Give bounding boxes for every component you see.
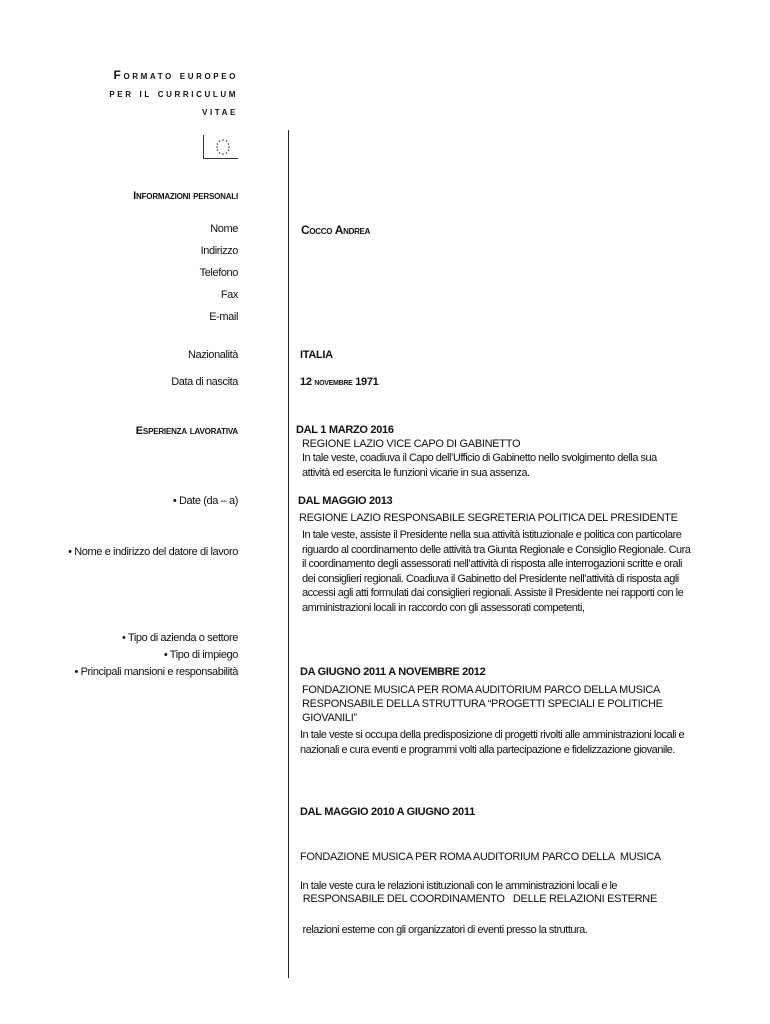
entry-3-org-line: FONDAZIONE MUSICA PER ROMA AUDITORIUM PARCO DELLA MUSICA [302, 684, 661, 696]
entry-2-desc-line: il coordinamento degli assessorati nell’attività di risposta alle interrogazioni scritte e orali [302, 558, 682, 570]
entry-2-desc-line: amministrazioni locali in raccordo con gli assessorati competenti, [302, 601, 585, 614]
entry-2-date: DAL MAGGIO 2013 [298, 495, 393, 507]
section-personal-info: Informazioni personali [133, 190, 238, 202]
entry-1-desc-line: In tale veste, coadiuva il Capo dell’Ufficio di Gabinetto nello svolgimento della sua [302, 452, 657, 464]
label-birthdate: Data di nascita [171, 376, 238, 388]
label-address: Indirizzo [200, 245, 238, 257]
entry-3-org [302, 683, 663, 725]
value-name: Cocco Andrea [301, 223, 371, 237]
label-job-type: • Tipo di impiego [163, 649, 238, 661]
label-duties: • Principali mansioni e responsabilità [74, 666, 238, 678]
cv-title-line-1: Formato europeo [113, 68, 238, 82]
entry-2-desc-line: In tale veste, assiste il Presidente nella sua attività istituzionale e politica con particolare [302, 529, 682, 541]
entry-1-date: DAL 1 MARZO 2016 [296, 424, 394, 436]
entry-4-description [300, 850, 617, 952]
label-phone: Telefono [199, 267, 238, 279]
entry-2-desc-line: riguardo al coordinamento delle attività tra Giunta Regionale e Consiglio Regionale. Cura [302, 543, 691, 556]
entry-2-description [302, 528, 690, 615]
entry-2-desc-line: accessi agli atti formulati dai consiglieri regionali. Assiste il Presidente nei rapporti con le [302, 587, 684, 599]
label-employer: • Nome e indirizzo del datore di lavoro [68, 546, 238, 558]
cv-title [109, 66, 238, 120]
entry-1-description [302, 451, 657, 480]
entry-4-desc-line: relazioni esterne con gli organizzatori di eventi presso la struttura. [300, 923, 588, 936]
entry-4-date: DAL MAGGIO 2010 A GIUGNO 2011 [300, 806, 475, 818]
entry-4-org-line: RESPONSABILE DEL COORDINAMENTO DELLE RELAZIONI ESTERNE [300, 893, 657, 905]
entry-3-description [300, 728, 684, 757]
birthdate-day: 12 [300, 376, 312, 388]
cv-title-line-3: vitae [202, 104, 238, 118]
value-nationality: ITALIA [300, 349, 333, 361]
label-fax: Fax [220, 289, 238, 301]
value-birthdate [300, 376, 379, 388]
entry-4-org-line: FONDAZIONE MUSICA PER ROMA AUDITORIUM PARCO DELLA MUSICA [300, 851, 661, 863]
label-sector: • Tipo di azienda o settore [122, 632, 238, 644]
label-dates: • Date (da – a) [172, 495, 238, 507]
birthdate-month: novembre [314, 377, 353, 388]
label-email: E-mail [209, 311, 238, 323]
label-nationality: Nazionalità [187, 349, 238, 361]
entry-2-desc-line: dei consiglieri regionali. Coadiuva il Gabinetto del Presidente nell’attività di risposta agli [302, 572, 679, 585]
label-name: Nome [210, 223, 238, 235]
entry-3-date: DA GIUGNO 2011 A NOVEMBRE 2012 [300, 666, 486, 678]
column-divider [288, 130, 289, 978]
eu-stars-icon [203, 135, 238, 159]
cv-title-line-2: per il curriculum [109, 86, 238, 100]
entry-1-desc-line: attività ed esercita le funzioni vicarie in sua assenza. [302, 466, 530, 479]
birthdate-year: 1971 [355, 376, 379, 388]
entry-3-desc-line: nazionali e cura eventi e programmi volti alla partecipazione e fidelizzazione giovanile. [300, 743, 675, 756]
entry-4-desc-line: In tale veste cura le relazioni istituzionali con le amministrazioni locali e le [300, 880, 618, 892]
entry-3-org-line: GIOVANILI” [302, 712, 357, 724]
entry-2-org: REGIONE LAZIO RESPONSABILE SEGRETERIA POLITICA DEL PRESIDENTE [299, 512, 678, 524]
entry-1-org: REGIONE LAZIO VICE CAPO DI GABINETTO [302, 438, 521, 450]
entry-3-org-line: RESPONSABILE DELLA STRUTTURA “PROGETTI SPECIALI E POLITICHE [302, 698, 663, 710]
section-work-experience: Esperienza lavorativa [135, 425, 238, 437]
entry-3-desc-line: In tale veste si occupa della predisposizione di progetti rivolti alle amministrazioni locali e [300, 729, 685, 741]
